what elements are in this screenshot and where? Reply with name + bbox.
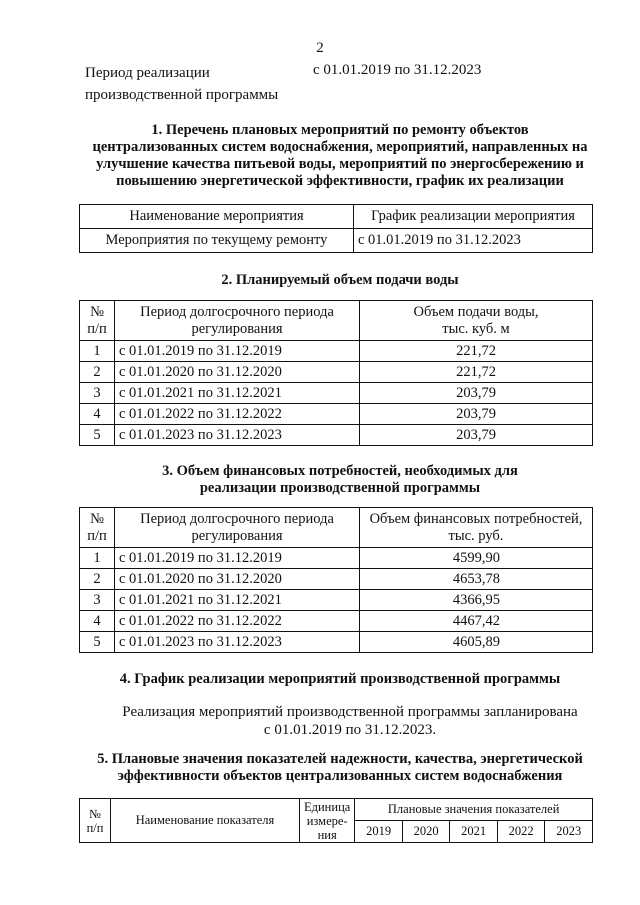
period-label-line1: Период реализации bbox=[85, 65, 210, 81]
section1-title-line: повышению энергетической эффективности, график их реализации bbox=[116, 173, 564, 189]
row-period: с 01.01.2021 по 31.12.2021 bbox=[115, 590, 360, 611]
row-period: с 01.01.2019 по 31.12.2019 bbox=[115, 548, 360, 569]
row-value: 221,72 bbox=[360, 341, 593, 362]
row-no: 2 bbox=[80, 362, 115, 383]
header-text: № bbox=[90, 510, 104, 527]
table-row bbox=[80, 611, 593, 632]
header-cell-year: 2020 bbox=[402, 821, 450, 843]
header-text: Объем финансовых потребностей, bbox=[369, 510, 583, 527]
section5-table bbox=[79, 798, 593, 843]
header-text: тыс. руб. bbox=[448, 527, 504, 544]
row-value: 4366,95 bbox=[360, 590, 593, 611]
row-value: 203,79 bbox=[360, 383, 593, 404]
row-no: 5 bbox=[80, 425, 115, 446]
table-cell: с 01.01.2019 по 31.12.2023 bbox=[354, 229, 593, 253]
row-period: с 01.01.2021 по 31.12.2021 bbox=[115, 383, 360, 404]
section3-title bbox=[80, 463, 600, 497]
table-row bbox=[80, 632, 593, 653]
header-text: Период долгосрочного периода bbox=[140, 303, 334, 320]
section5-title-line: эффективности объектов централизованных систем водоснабжения bbox=[117, 768, 563, 784]
table-header-row bbox=[80, 508, 593, 548]
row-no: 4 bbox=[80, 404, 115, 425]
table-row bbox=[80, 404, 593, 425]
section4-text bbox=[80, 703, 620, 739]
header-cell: Наименование мероприятия bbox=[80, 205, 354, 229]
header-cell-year: 2021 bbox=[450, 821, 498, 843]
table-row bbox=[80, 383, 593, 404]
table-row bbox=[80, 569, 593, 590]
header-text: Единица bbox=[304, 799, 351, 814]
header-cell-planned: Плановые значения показателей bbox=[355, 799, 593, 821]
section1-title-line: централизованных систем водоснабжения, мероприятий, направленных на bbox=[92, 139, 588, 155]
header-cell-no bbox=[80, 301, 115, 341]
header-cell-year: 2023 bbox=[545, 821, 593, 843]
row-no: 1 bbox=[80, 341, 115, 362]
row-period: с 01.01.2020 по 31.12.2020 bbox=[115, 362, 360, 383]
row-value: 203,79 bbox=[360, 404, 593, 425]
period-label bbox=[85, 62, 278, 106]
header-cell-year: 2022 bbox=[497, 821, 545, 843]
section2-title: 2. Планируемый объем подачи воды bbox=[221, 272, 459, 288]
period-label-line2: производственной программы bbox=[85, 87, 279, 103]
header-cell-name: Наименование показателя bbox=[111, 799, 300, 843]
header-cell-year: 2019 bbox=[355, 821, 403, 843]
row-no: 5 bbox=[80, 632, 115, 653]
section4-text-line: с 01.01.2019 по 31.12.2023. bbox=[263, 722, 437, 738]
section5-title-line: 5. Плановые значения показателей надежности, качества, энергетической bbox=[97, 751, 583, 767]
period-value: с 01.01.2019 по 31.12.2023 bbox=[313, 62, 482, 78]
row-value: 221,72 bbox=[360, 362, 593, 383]
section2-table bbox=[79, 300, 593, 446]
header-cell: График реализации мероприятия bbox=[354, 205, 593, 229]
section1-title bbox=[80, 122, 600, 190]
row-period: с 01.01.2022 по 31.12.2022 bbox=[115, 611, 360, 632]
header-text: п/п bbox=[87, 320, 107, 337]
table-cell: Мероприятия по текущему ремонту bbox=[80, 229, 354, 253]
header-text: Период долгосрочного периода bbox=[140, 510, 334, 527]
header-cell-value bbox=[360, 301, 593, 341]
row-value: 4599,90 bbox=[360, 548, 593, 569]
section1-title-line: 1. Перечень плановых мероприятий по ремонту объектов bbox=[151, 122, 529, 138]
header-text: п/п bbox=[87, 527, 107, 544]
header-text: ния bbox=[317, 827, 337, 842]
header-cell-no bbox=[80, 508, 115, 548]
section3-table bbox=[79, 507, 593, 653]
table-row bbox=[80, 590, 593, 611]
table-header-row bbox=[80, 301, 593, 341]
row-period: с 01.01.2022 по 31.12.2022 bbox=[115, 404, 360, 425]
header-text: Объем подачи воды, bbox=[413, 303, 539, 320]
table-row bbox=[80, 548, 593, 569]
section3-title-line: 3. Объем финансовых потребностей, необходимых для bbox=[162, 463, 518, 479]
table-header-row bbox=[80, 205, 593, 229]
row-no: 4 bbox=[80, 611, 115, 632]
table-header-row bbox=[80, 799, 593, 821]
row-period: с 01.01.2020 по 31.12.2020 bbox=[115, 569, 360, 590]
table-row bbox=[80, 362, 593, 383]
row-value: 203,79 bbox=[360, 425, 593, 446]
header-text: измере- bbox=[306, 813, 348, 828]
section3-title-line: реализации производственной программы bbox=[199, 480, 481, 496]
header-text: № bbox=[89, 806, 101, 821]
row-period: с 01.01.2023 по 31.12.2023 bbox=[115, 425, 360, 446]
row-value: 4467,42 bbox=[360, 611, 593, 632]
header-text: регулирования bbox=[191, 320, 283, 337]
header-cell-period bbox=[115, 301, 360, 341]
section5-title bbox=[70, 751, 610, 785]
section1-table bbox=[79, 204, 593, 253]
row-no: 1 bbox=[80, 548, 115, 569]
row-no: 3 bbox=[80, 383, 115, 404]
row-period: с 01.01.2023 по 31.12.2023 bbox=[115, 632, 360, 653]
section4-title: 4. График реализации мероприятий производственной программы bbox=[119, 671, 561, 687]
header-cell-no bbox=[80, 799, 111, 843]
table-row bbox=[80, 229, 593, 253]
table-row bbox=[80, 341, 593, 362]
header-text: п/п bbox=[86, 820, 104, 835]
table-row bbox=[80, 425, 593, 446]
row-period: с 01.01.2019 по 31.12.2019 bbox=[115, 341, 360, 362]
header-cell-unit bbox=[300, 799, 355, 843]
row-value: 4653,78 bbox=[360, 569, 593, 590]
section1-title-line: улучшение качества питьевой воды, мероприятий по энергосбережению и bbox=[96, 156, 584, 172]
header-cell-period bbox=[115, 508, 360, 548]
row-no: 3 bbox=[80, 590, 115, 611]
header-text: № bbox=[90, 303, 104, 320]
header-text: тыс. куб. м bbox=[442, 320, 510, 337]
page-number: 2 bbox=[316, 40, 324, 56]
row-no: 2 bbox=[80, 569, 115, 590]
header-cell-value bbox=[360, 508, 593, 548]
header-text: регулирования bbox=[191, 527, 283, 544]
row-value: 4605,89 bbox=[360, 632, 593, 653]
section4-text-line: Реализация мероприятий производственной программы запланирована bbox=[122, 704, 578, 720]
